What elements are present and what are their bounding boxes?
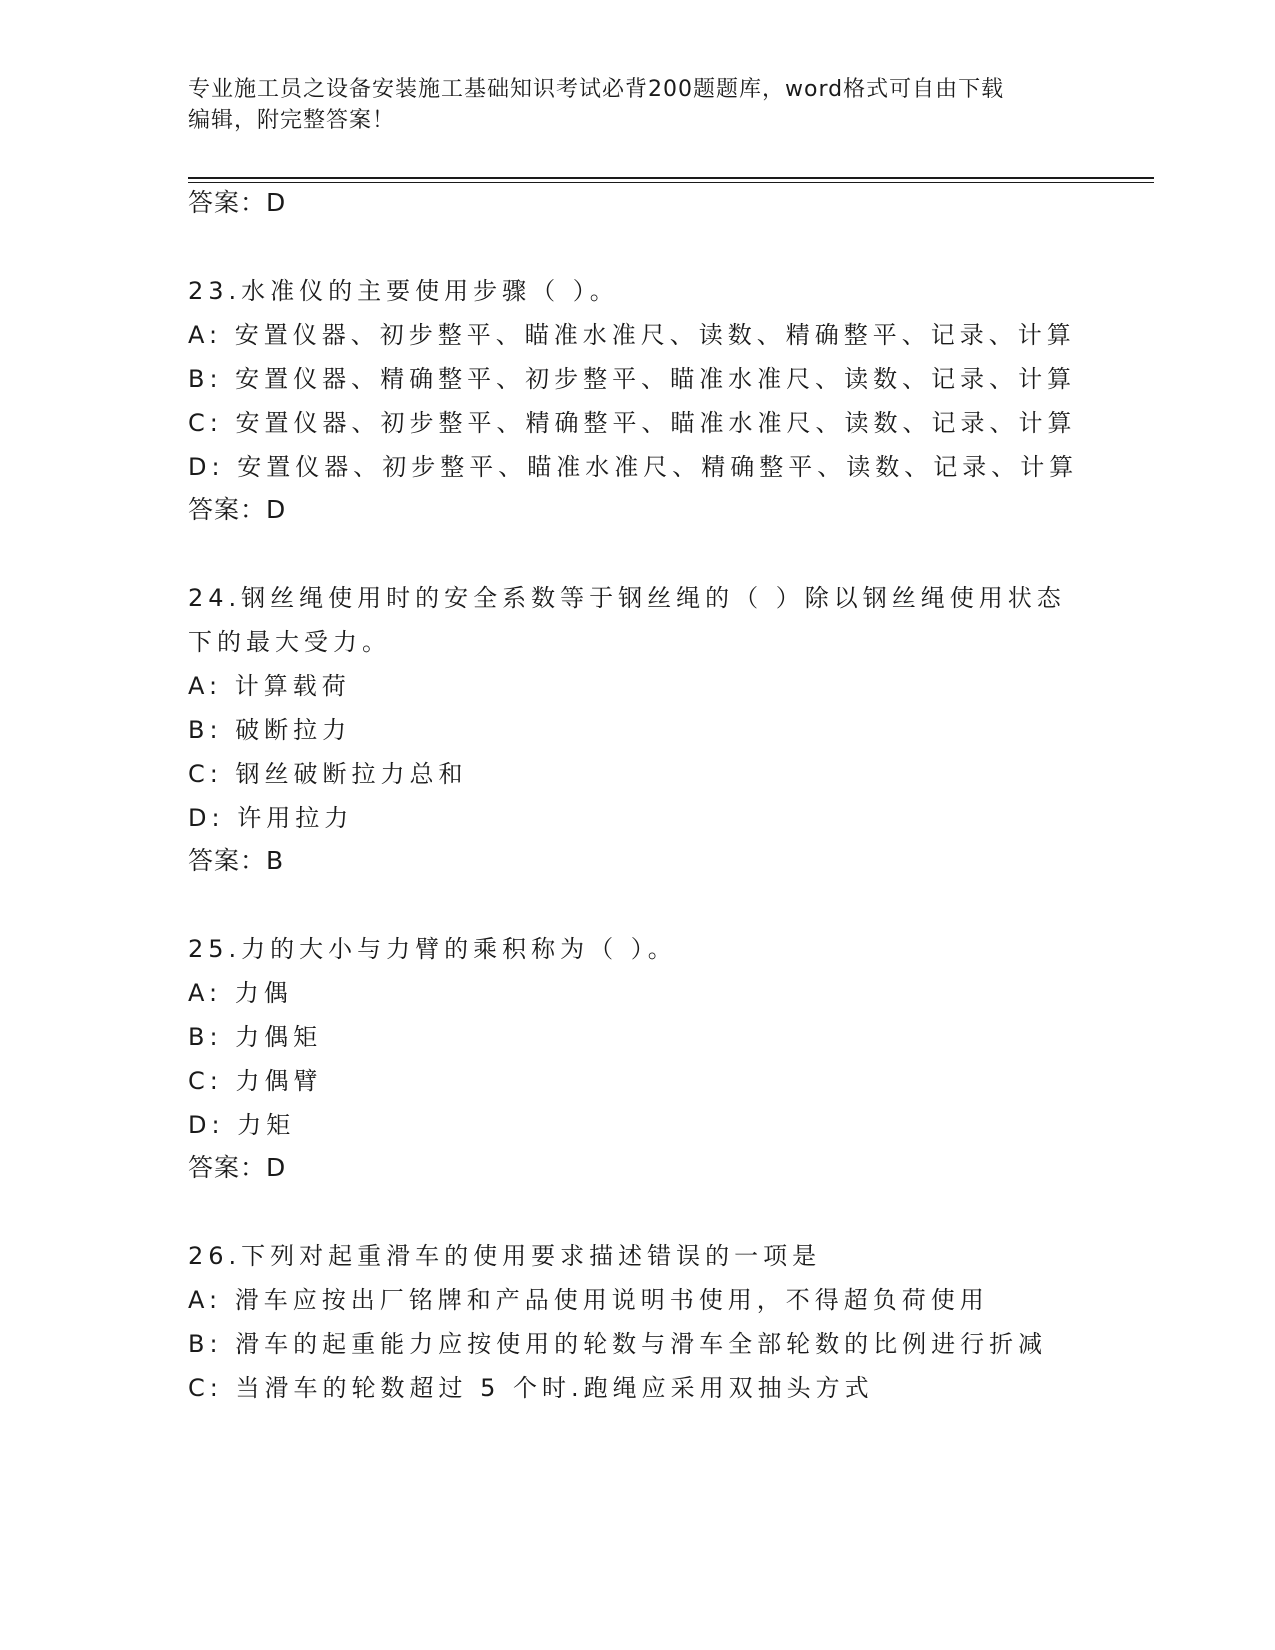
question-23-stem: 23.水准仪的主要使用步骤（ ）。 <box>188 277 619 305</box>
question-23-answer: 答案：D <box>188 495 287 524</box>
question-25-option-d: D: 力矩 <box>188 1111 296 1139</box>
question-24-stem-line-1: 24.钢丝绳使用时的安全系数等于钢丝绳的（ ）除以钢丝绳使用状态 <box>188 584 1066 612</box>
question-23-option-a: A: 安置仪器、初步整平、瞄准水准尺、读数、精确整平、记录、计算 <box>188 321 1076 349</box>
document-header <box>188 74 1068 136</box>
question-26-option-c: C: 当滑车的轮数超过 5 个时.跑绳应采用双抽头方式 <box>188 1374 874 1402</box>
question-26-option-a: A: 滑车应按出厂铭牌和产品使用说明书使用，不得超负荷使用 <box>188 1286 989 1314</box>
header-divider-thin <box>188 182 1154 183</box>
question-25-option-b: B: 力偶矩 <box>188 1023 323 1051</box>
question-25-stem: 25.力的大小与力臂的乘积称为（ ）。 <box>188 935 677 963</box>
question-24-option-b: B: 破断拉力 <box>188 716 352 744</box>
question-23-option-d: D: 安置仪器、初步整平、瞄准水准尺、精确整平、读数、记录、计算 <box>188 453 1079 481</box>
header-line-1: 专业施工员之设备安装施工基础知识考试必背200题题库，word格式可自由下载 <box>188 77 1005 102</box>
header-line-2: 编辑，附完整答案！ <box>188 108 396 133</box>
question-25-answer: 答案：D <box>188 1153 287 1182</box>
question-26-stem: 26.下列对起重滑车的使用要求描述错误的一项是 <box>188 1242 822 1270</box>
question-24-option-c: C: 钢丝破断拉力总和 <box>188 760 468 788</box>
question-25-option-a: A: 力偶 <box>188 979 293 1007</box>
header-divider <box>188 177 1154 179</box>
question-24-stem-line-2: 下的最大受力。 <box>188 628 391 656</box>
question-23-option-c: C: 安置仪器、初步整平、精确整平、瞄准水准尺、读数、记录、计算 <box>188 409 1077 437</box>
previous-answer: 答案：D <box>188 188 287 217</box>
question-25-option-c: C: 力偶臂 <box>188 1067 323 1095</box>
question-23-option-b: B: 安置仪器、精确整平、初步整平、瞄准水准尺、读数、记录、计算 <box>188 365 1077 393</box>
question-24-option-d: D: 许用拉力 <box>188 804 354 832</box>
question-24-option-a: A: 计算载荷 <box>188 672 351 700</box>
question-26-option-b: B: 滑车的起重能力应按使用的轮数与滑车全部轮数的比例进行折减 <box>188 1330 1048 1358</box>
question-24-answer: 答案：B <box>188 846 285 875</box>
